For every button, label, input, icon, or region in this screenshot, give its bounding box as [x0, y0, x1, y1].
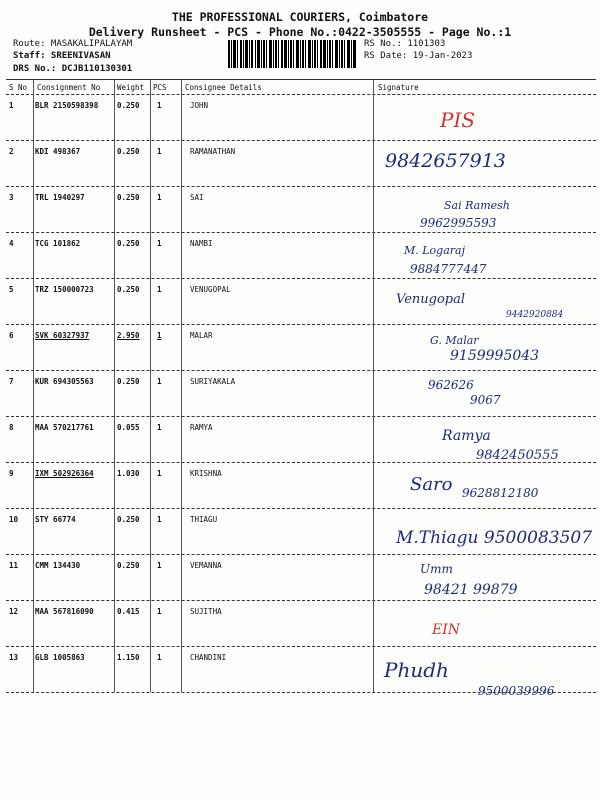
signature-handwriting: 9842657913: [385, 150, 506, 172]
col-header-pcs: PCS: [153, 83, 167, 92]
row-consignment: MAA 570217761: [35, 423, 94, 432]
row-consignee: VEMANNA: [190, 561, 222, 570]
row-sno: 3: [9, 193, 14, 202]
signature-handwriting: Phudh: [384, 658, 449, 682]
row-consignee: NAMBI: [190, 239, 213, 248]
row-weight: 0.055: [117, 423, 140, 432]
row-consignee: RAMANATHAN: [190, 147, 236, 156]
row-pcs: 1: [157, 331, 162, 340]
signature-phone: 9962995593: [420, 216, 497, 230]
drs-number: DRS No.: DCJB110130301: [13, 64, 133, 74]
row-consignee: KRISHNA: [190, 469, 222, 478]
row-consignment: TRZ 150000723: [35, 285, 94, 294]
signature-handwriting: M. Logaraj: [404, 244, 466, 257]
signature-phone: 9842450555: [476, 448, 559, 463]
row-separator: [6, 508, 596, 509]
signature-handwriting: M.Thiagu 9500083507: [396, 528, 593, 548]
row-pcs: 1: [157, 561, 162, 570]
row-pcs: 1: [157, 193, 162, 202]
signature-handwriting: Saro: [410, 474, 453, 495]
row-consignment: IXM 502926364: [35, 469, 94, 478]
signature-handwriting: Ramya: [442, 428, 491, 444]
row-pcs: 1: [157, 607, 162, 616]
runsheet-company-title: THE PROFESSIONAL COURIERS, Coimbatore: [171, 10, 429, 24]
row-consignment: TRL 1940297: [35, 193, 85, 202]
row-consignment: KDI 498367: [35, 147, 81, 156]
row-consignee: THIAGU: [190, 515, 218, 524]
row-separator: [6, 646, 596, 647]
row-pcs: 1: [157, 101, 162, 110]
row-consignment: GLB 1005863: [35, 653, 85, 662]
row-separator: [6, 416, 596, 417]
row-sno: 2: [9, 147, 14, 156]
row-consignment: TCG 101862: [35, 239, 81, 248]
row-weight: 0.250: [117, 377, 140, 386]
rs-date: RS Date: 19-Jan-2023: [364, 51, 473, 61]
row-consignee: SUJITHA: [190, 607, 222, 616]
row-sno: 12: [9, 607, 19, 616]
rs-number: RS No.: 1101303: [364, 39, 446, 49]
signature-phone: 9442920884: [506, 310, 564, 320]
row-pcs: 1: [157, 239, 162, 248]
row-separator: [6, 370, 596, 371]
signature-phone: 9159995043: [450, 348, 540, 364]
row-sno: 9: [9, 469, 14, 478]
col-header-sno: S No: [9, 83, 28, 92]
signature-phone: 9067: [470, 393, 501, 407]
row-separator: [6, 692, 596, 693]
row-sno: 5: [9, 285, 14, 294]
row-consignment: CMM 134430: [35, 561, 81, 570]
row-pcs: 1: [157, 653, 162, 662]
row-consignment: BLR 2150598398: [35, 101, 99, 110]
signature-handwriting: G. Malar: [430, 334, 479, 347]
signature-handwriting: Umm: [420, 562, 453, 576]
row-sno: 13: [9, 653, 19, 662]
signature-phone: 9500039996: [478, 684, 555, 698]
row-weight: 0.415: [117, 607, 140, 616]
row-pcs: 1: [157, 469, 162, 478]
signature-handwriting: EIN: [432, 622, 460, 638]
col-header-weight: Weight: [117, 83, 145, 92]
row-sno: 10: [9, 515, 19, 524]
signature-handwriting: Venugopal: [396, 292, 466, 307]
row-consignment: STY 66774: [35, 515, 76, 524]
row-separator: [6, 600, 596, 601]
row-weight: 0.250: [117, 285, 140, 294]
row-weight: 0.250: [117, 193, 140, 202]
row-pcs: 1: [157, 423, 162, 432]
row-weight: 2.950: [117, 331, 140, 340]
row-consignee: JOHN: [190, 101, 209, 110]
header-rule: [6, 94, 596, 95]
row-separator: [6, 324, 596, 325]
signature-phone: 9628812180: [462, 486, 539, 500]
row-consignment: SVK 60327937: [35, 331, 90, 340]
signature-handwriting: Sai Ramesh: [444, 199, 510, 212]
table-top-rule: [6, 79, 596, 80]
row-weight: 1.030: [117, 469, 140, 478]
col-header-consignee: Consignee Details: [185, 83, 262, 92]
row-consignee: SAI: [190, 193, 204, 202]
row-pcs: 1: [157, 147, 162, 156]
signature-phone: 9884777447: [410, 262, 487, 276]
row-weight: 0.250: [117, 101, 140, 110]
row-sno: 6: [9, 331, 14, 340]
signature-handwriting: PIS: [440, 108, 476, 132]
col-header-signature: Signature: [378, 83, 419, 92]
row-weight: 1.150: [117, 653, 140, 662]
row-pcs: 1: [157, 515, 162, 524]
row-separator: [6, 554, 596, 555]
row-weight: 0.250: [117, 561, 140, 570]
row-separator: [6, 186, 596, 187]
row-weight: 0.250: [117, 239, 140, 248]
barcode: [228, 40, 356, 68]
row-weight: 0.250: [117, 147, 140, 156]
row-sno: 8: [9, 423, 14, 432]
route-label: Route: MASAKALIPALAYAM: [13, 39, 133, 49]
row-sno: 7: [9, 377, 14, 386]
row-consignment: MAA 567816090: [35, 607, 94, 616]
row-sno: 4: [9, 239, 14, 248]
row-consignee: SURIYAKALA: [190, 377, 236, 386]
row-separator: [6, 232, 596, 233]
staff-label: Staff: SREENIVASAN: [13, 51, 111, 61]
signature-handwriting: 962626: [428, 378, 474, 392]
row-consignee: RAMYA: [190, 423, 213, 432]
row-sno: 11: [9, 561, 19, 570]
row-separator: [6, 278, 596, 279]
row-consignee: MALAR: [190, 331, 213, 340]
row-pcs: 1: [157, 285, 162, 294]
row-consignee: VENUGOPAL: [190, 285, 231, 294]
row-consignee: CHANDINI: [190, 653, 227, 662]
row-weight: 0.250: [117, 515, 140, 524]
row-pcs: 1: [157, 377, 162, 386]
row-separator: [6, 140, 596, 141]
row-sno: 1: [9, 101, 14, 110]
runsheet-subtitle: Delivery Runsheet - PCS - Phone No.:0422-3505555 - Page No.:1: [88, 25, 512, 39]
row-separator: [6, 462, 596, 463]
col-header-consignment: Consignment No: [37, 83, 101, 92]
signature-phone: 98421 99879: [424, 582, 518, 598]
row-consignment: KUR 694305563: [35, 377, 94, 386]
